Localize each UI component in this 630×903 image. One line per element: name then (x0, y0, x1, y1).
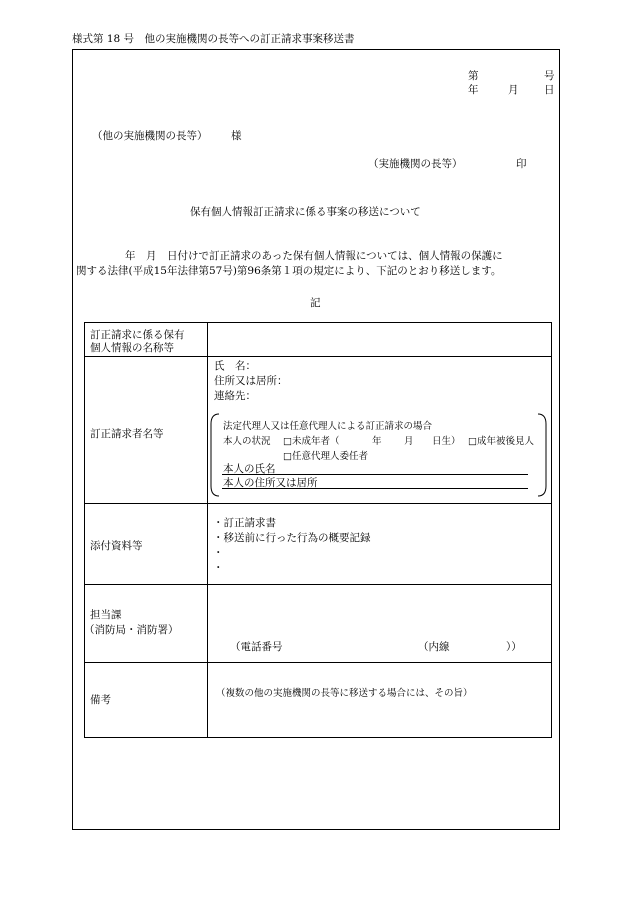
requester-address: 住所又は居所： (214, 375, 288, 387)
ki-label: 記 (310, 297, 321, 309)
recipient-honorific: 様 (231, 130, 242, 142)
agent-heading: 法定代理人又は任意代理人による訂正請求の場合 (223, 421, 433, 432)
row5-label: 備考 (90, 694, 111, 706)
requester-name: 氏 名： (214, 360, 256, 372)
attachment-item: ・ (213, 547, 224, 559)
person-name-label: 本人の氏名 (223, 463, 276, 475)
attachment-item: ・ (213, 562, 224, 574)
sender-label: （実施機関の長等） (368, 158, 463, 170)
remarks-note: （複数の他の実施機関の長等に移送する場合には、その旨） (216, 688, 473, 699)
extension-close: ）） (506, 641, 522, 653)
body-line-1: 年 月 日付けで訂正請求のあった保有個人情報については、個人情報の保護に (125, 250, 503, 262)
attachment-item: ・移送前に行った行為の概要記録 (213, 532, 371, 544)
row4-label-line2: （消防局・消防署） (84, 624, 179, 636)
extension-label: （内線 (418, 641, 450, 653)
subject: 保有個人情報訂正請求に係る事案の移送について (190, 206, 421, 218)
date-month: 月 (508, 84, 519, 96)
doc-number-dai: 第 (468, 70, 479, 82)
row-divider (85, 503, 551, 504)
row4-label-line1: 担当課 (90, 609, 122, 621)
phone-label: （電話番号 (230, 641, 283, 653)
date-year: 年 (468, 84, 479, 96)
row1-label-line2: 個人情報の名称等 (90, 342, 174, 354)
date-day: 日 (544, 84, 555, 96)
row-divider (85, 584, 551, 585)
birth-year: 年 (372, 436, 382, 447)
row-divider (85, 662, 551, 663)
row1-label-line1: 訂正請求に係る保有 (90, 329, 185, 341)
row-divider (85, 356, 551, 357)
body-line-2: 関する法律(平成15年法律第57号)第96条第１項の規定により、下記のとおり移送します。 (76, 265, 502, 277)
attachment-item: ・訂正請求書 (213, 517, 276, 529)
seal-mark: 印 (516, 158, 527, 170)
doc-number-go: 号 (544, 70, 555, 82)
column-divider (207, 323, 208, 737)
person-address-line (222, 488, 528, 489)
minor-checkbox: □未成年者（ (283, 436, 340, 447)
birth-month: 月 (404, 436, 414, 447)
person-address-label: 本人の住所又は居所 (223, 477, 318, 489)
voluntary-agent-checkbox: □任意代理人委任者 (283, 451, 368, 462)
ward-checkbox: □成年被後見人 (468, 436, 534, 447)
row3-label: 添付資料等 (90, 540, 143, 552)
row2-label: 訂正請求者名等 (90, 428, 164, 440)
requester-contact: 連絡先： (214, 390, 256, 402)
person-status-label: 本人の状況 (223, 436, 271, 447)
form-title: 様式第 18 号 他の実施機関の長等への訂正請求事案移送書 (72, 33, 355, 45)
recipient-label: （他の実施機関の長等） (92, 130, 208, 142)
birth-day: 日生） (432, 436, 461, 447)
